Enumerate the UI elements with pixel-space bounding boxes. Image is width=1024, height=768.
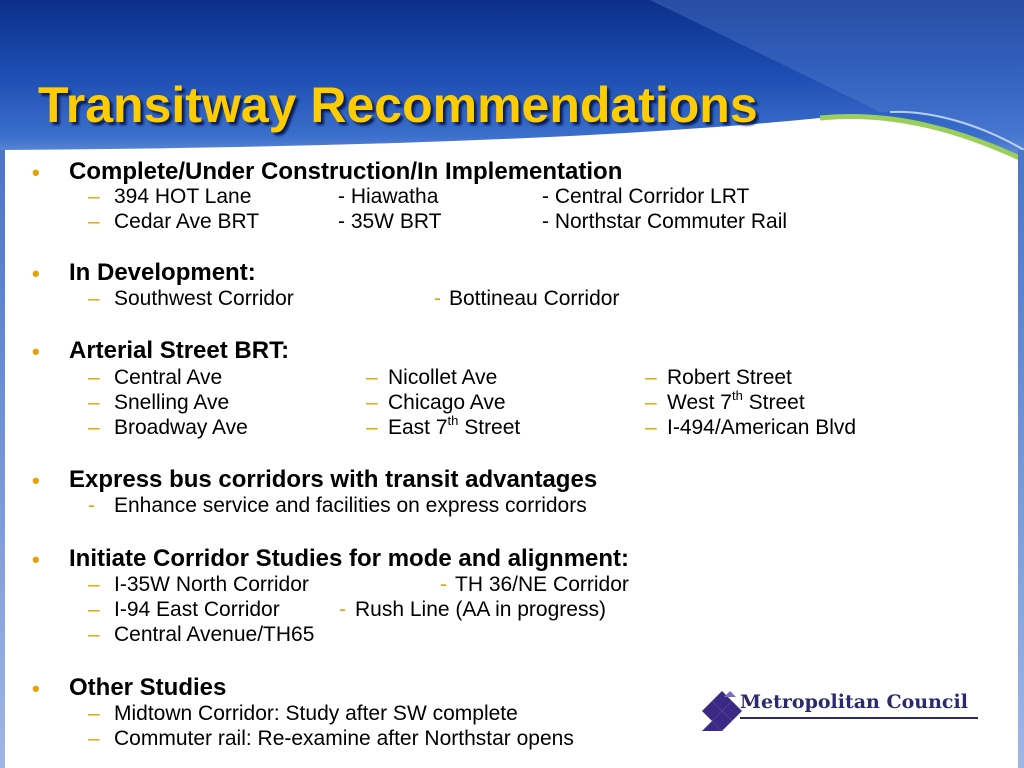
separator-dash: – bbox=[366, 366, 378, 389]
list-item: Central Ave bbox=[114, 366, 223, 389]
separator-dash: – bbox=[366, 391, 378, 414]
bullet-icon: • bbox=[32, 676, 40, 701]
list-item: Enhance service and facilities on express corridors bbox=[114, 494, 587, 517]
list-item bbox=[667, 388, 805, 415]
dash-icon: – bbox=[88, 416, 100, 439]
dash-icon: – bbox=[88, 185, 100, 208]
section-heading: Initiate Corridor Studies for mode and alignment: bbox=[69, 545, 630, 572]
dash-icon: – bbox=[88, 573, 100, 596]
dash-icon: – bbox=[88, 702, 100, 725]
logo-underline bbox=[740, 717, 978, 719]
logo-text: Metropolitan Council bbox=[740, 691, 968, 713]
dash-icon: – bbox=[88, 391, 100, 414]
bullet-icon: • bbox=[32, 261, 40, 286]
list-item: Southwest Corridor bbox=[114, 287, 294, 310]
section-heading: In Development: bbox=[69, 259, 256, 286]
section-heading: Other Studies bbox=[69, 674, 227, 701]
dash-icon: – bbox=[88, 287, 100, 310]
bullet-icon: • bbox=[32, 468, 40, 493]
bullet-icon: • bbox=[32, 160, 40, 185]
section-heading: Express bus corridors with transit advantages bbox=[69, 466, 598, 493]
slide-title: Transitway Recommendations bbox=[38, 77, 758, 133]
list-item: Rush Line (AA in progress) bbox=[355, 598, 606, 621]
list-item: Chicago Ave bbox=[388, 391, 506, 414]
list-item: Broadway Ave bbox=[114, 416, 248, 439]
separator-dash: - bbox=[434, 287, 441, 310]
list-item: Cedar Ave BRT bbox=[114, 210, 260, 233]
list-item: - Central Corridor LRT bbox=[542, 185, 750, 208]
list-item: Commuter rail: Re-examine after Northstar opens bbox=[114, 727, 574, 750]
separator-dash: - bbox=[440, 573, 447, 596]
list-item: - Hiawatha bbox=[338, 185, 439, 208]
item-text: East 7 bbox=[388, 416, 448, 439]
list-item: Robert Street bbox=[667, 366, 792, 389]
list-item: Bottineau Corridor bbox=[449, 287, 620, 310]
list-item: I-494/American Blvd bbox=[667, 416, 857, 439]
separator-dash: - bbox=[339, 598, 346, 621]
separator-dash: – bbox=[645, 391, 657, 414]
list-item: Snelling Ave bbox=[114, 391, 230, 414]
list-item: Nicollet Ave bbox=[388, 366, 498, 389]
separator-dash: – bbox=[645, 416, 657, 439]
list-item bbox=[388, 413, 521, 440]
dash-icon: – bbox=[88, 598, 100, 621]
ordinal-suffix: th bbox=[447, 413, 459, 428]
list-item: 394 HOT Lane bbox=[114, 185, 252, 208]
ordinal-suffix: th bbox=[731, 388, 743, 403]
item-text: Street bbox=[458, 416, 521, 439]
list-item: I-94 East Corridor bbox=[114, 598, 280, 621]
list-item: I-35W North Corridor bbox=[114, 573, 309, 596]
item-text: West 7 bbox=[667, 391, 732, 414]
bullet-icon: • bbox=[32, 339, 40, 364]
metropolitan-council-logo-icon bbox=[702, 691, 742, 731]
bullet-icon: • bbox=[32, 547, 40, 572]
dash-icon: – bbox=[88, 727, 100, 750]
list-item: Central Avenue/TH65 bbox=[114, 623, 315, 646]
section-heading: Complete/Under Construction/In Implementation bbox=[69, 158, 623, 185]
list-item: Midtown Corridor: Study after SW complete bbox=[114, 702, 518, 725]
section-heading: Arterial Street BRT: bbox=[69, 337, 290, 364]
list-item: TH 36/NE Corridor bbox=[455, 573, 629, 596]
list-item: - 35W BRT bbox=[338, 210, 442, 233]
separator-dash: – bbox=[645, 366, 657, 389]
dash-icon: – bbox=[88, 210, 100, 233]
list-item: - Northstar Commuter Rail bbox=[542, 210, 788, 233]
separator-dash: – bbox=[366, 416, 378, 439]
dash-icon: - bbox=[88, 494, 95, 517]
item-text: Street bbox=[742, 391, 805, 414]
dash-icon: – bbox=[88, 623, 100, 646]
dash-icon: – bbox=[88, 366, 100, 389]
